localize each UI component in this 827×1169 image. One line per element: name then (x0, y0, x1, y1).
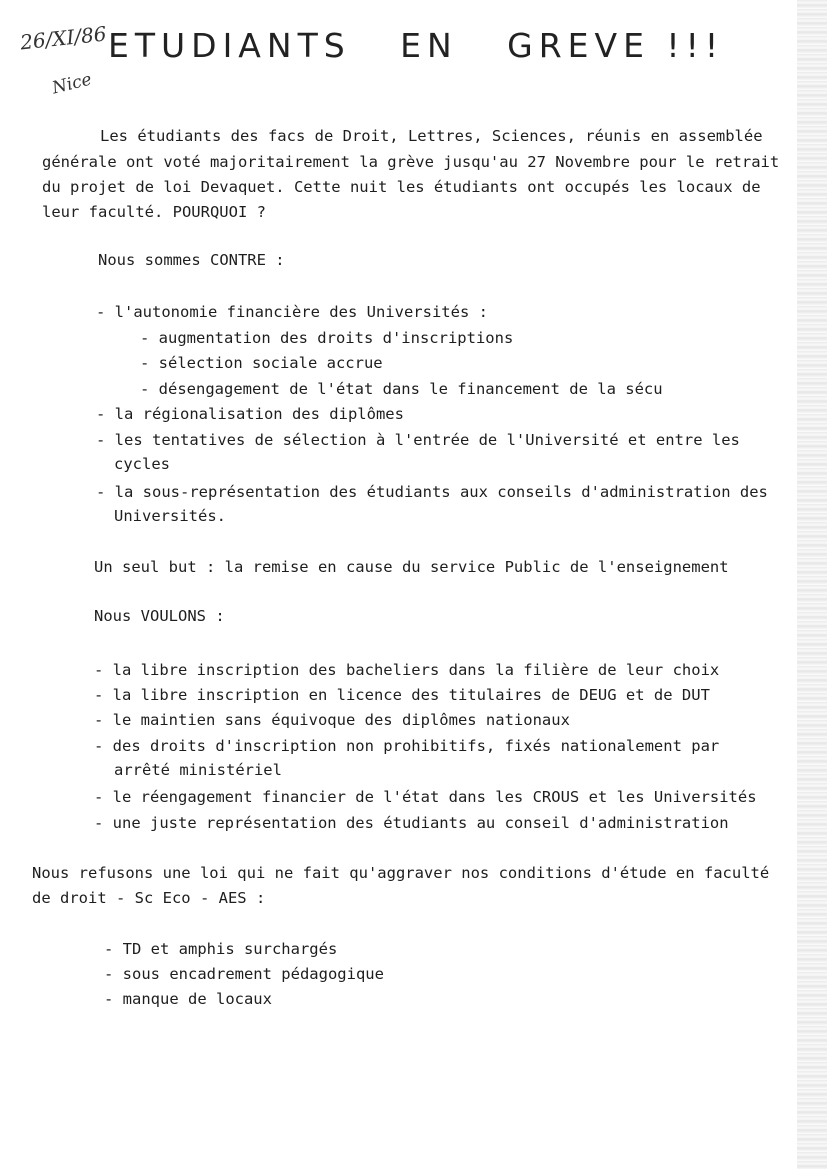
contre-subitem: - désengagement de l'état dans le financement de la sécu (140, 380, 663, 398)
contre-subitem: - augmentation des droits d'inscriptions (140, 329, 514, 347)
refus-line: de droit - Sc Eco - AES : (32, 889, 266, 907)
scan-edge (797, 0, 827, 1169)
handwritten-place: Nice (50, 69, 94, 99)
contre-item: - l'autonomie financière des Universités : (96, 303, 488, 321)
contre-item: - la régionalisation des diplômes (96, 405, 404, 423)
intro-line: Les étudiants des facs de Droit, Lettres, Sciences, réunis en assemblée (100, 127, 763, 145)
handwritten-date: 26/XI/86 (18, 21, 108, 55)
contre-subitem: - sélection sociale accrue (140, 354, 383, 372)
voulons-item: - le maintien sans équivoque des diplômes nationaux (94, 711, 570, 729)
voulons-item: - une juste représentation des étudiants au conseil d'administration (94, 814, 729, 832)
voulons-item-continuation: arrêté ministériel (114, 761, 282, 779)
contre-heading: Nous sommes CONTRE : (98, 251, 285, 269)
condition-item: - TD et amphis surchargés (104, 940, 338, 958)
contre-item: - les tentatives de sélection à l'entrée de l'Université et entre les (96, 431, 740, 449)
intro-line: leur faculté. POURQUOI ? (42, 203, 266, 221)
page-title: ETUDIANTS EN GREVE !!! (108, 26, 725, 65)
contre-item-continuation: Universités. (114, 507, 226, 525)
but-statement: Un seul but : la remise en cause du service Public de l'enseignement (94, 558, 729, 576)
voulons-item: - la libre inscription des bacheliers dans la filière de leur choix (94, 661, 720, 679)
refus-line: Nous refusons une loi qui ne fait qu'aggraver nos conditions d'étude en faculté (32, 864, 770, 882)
condition-item: - sous encadrement pédagogique (104, 965, 384, 983)
intro-line: générale ont voté majoritairement la grève jusqu'au 27 Novembre pour le retrait (42, 153, 780, 171)
voulons-item: - des droits d'inscription non prohibitifs, fixés nationalement par (94, 737, 720, 755)
voulons-item: - le réengagement financier de l'état dans les CROUS et les Universités (94, 788, 757, 806)
contre-item: - la sous-représentation des étudiants aux conseils d'administration des (96, 483, 768, 501)
contre-item-continuation: cycles (114, 455, 170, 473)
voulons-item: - la libre inscription en licence des titulaires de DEUG et de DUT (94, 686, 710, 704)
condition-item: - manque de locaux (104, 990, 272, 1008)
intro-line: du projet de loi Devaquet. Cette nuit les étudiants ont occupés les locaux de (42, 178, 761, 196)
voulons-heading: Nous VOULONS : (94, 607, 225, 625)
